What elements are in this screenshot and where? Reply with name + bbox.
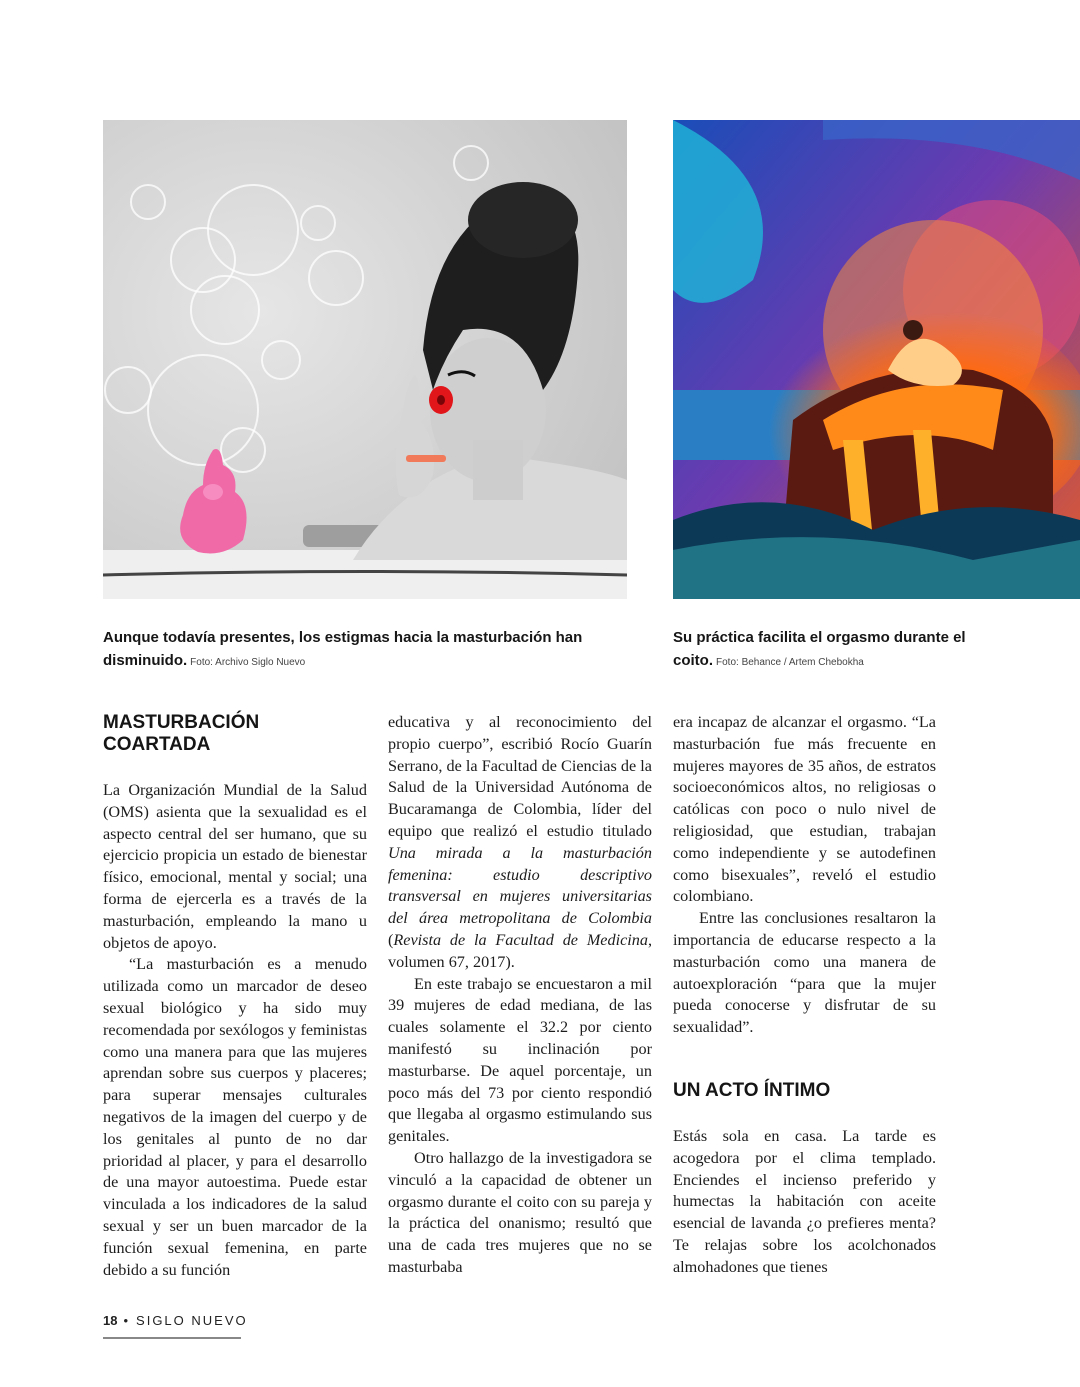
photo-caption-left	[103, 626, 623, 674]
photo-lava-painting	[673, 120, 1080, 599]
paragraph: En este trabajo se encuestaron a mil 39 mujeres de edad mediana, de las cuales solamente el 32.2 por ciento manifestó su inclinación por masturbarse. De aquel porcentaje, un poco más del 73 por ciento respondió que llegaba al orgasmo estimulando sus genitales.	[388, 974, 652, 1146]
caption-text: Aunque todavía presentes, los estigmas hacia la masturbación han disminuido.	[103, 629, 583, 669]
paragraph: La Organización Mundial de la Salud (OMS) asienta que la sexualidad es el aspecto central del ser humano, que su ejercicio propicia un estado de bienestar físico, emocional, mental y social; una forma de ejercerla es a través de la masturbación, empleando la mano u objetos de apoyo.	[103, 781, 367, 952]
caption-text: Su práctica facilita el orgasmo durante el coito.	[673, 629, 966, 669]
paragraph: Estás sola en casa. La tarde es acogedora por el clima templado. Enciendes el incienso preferido y humectas la habitación con aceite esencial de lavanda ¿o prefieres menta? Te relajas sobre los acolchonados almohadones que tienes	[673, 1126, 936, 1276]
photo-caption-right	[673, 626, 1003, 674]
page-number: 18	[103, 1313, 118, 1328]
paragraph: “La masturbación es a menudo utilizada como un marcador de deseo sexual biológico y ha sido muy recomendada por sexólogos y feministas como una manera para que las mujeres aprendan sobre sus cuerpos y placeres; para superar mensajes culturales negativos de la imagen del cuerpo y de los genitales al punto de no dar prioridad al placer, y para el desarrollo de una mayor autoestima. Puede estar vinculada a los indicadores de la salud sexual y ser un buen marcador de la función sexual femenina, en parte debido a su función	[103, 955, 367, 1279]
article-column-1	[103, 712, 367, 1281]
section-heading: UN ACTO ÍNTIMO	[673, 1079, 831, 1101]
footer-rule	[103, 1337, 241, 1339]
study-title: Una mirada a la masturbación femenina: estudio descriptivo transversal en mujeres universitarias del área metropolitana de Colombia	[388, 843, 652, 928]
paragraph: Otro hallazgo de la investigadora se vinculó a la capacidad de obtener un orgasmo durante el coito con su pareja y la práctica del onanismo; resultó que una de cada tres mujeres que no se masturbaba	[388, 1148, 652, 1276]
photo-credit: Foto: Archivo Siglo Nuevo	[190, 657, 306, 668]
page-footer	[103, 1313, 248, 1328]
article-column-2	[388, 712, 652, 1279]
photo-bubbles-bath	[103, 120, 627, 599]
paragraph: Entre las conclusiones resaltaron la importancia de educarse respecto a la masturbación como una manera de autoexploración “para que la mujer pueda conocerse y disfrutar de su sexualidad”.	[673, 909, 936, 1037]
publication-name: SIGLO NUEVO	[136, 1313, 248, 1328]
paragraph: educativa y al reconocimiento del propio cuerpo”, escribió Rocío Guarín Serrano, de la Facultad de Ciencias de la Salud de la Universidad Autónoma de Bucaramanga de Colombia, líder del equipo que realizó el estudio titulado Una mirada a la masturbación femenina: estudio descriptivo transversal en mujeres universitarias del área metropolitana de Colombia (Revista de la Facultad de Medicina, volumen 67, 2017).	[388, 713, 652, 971]
section-heading: MASTURBACIÓN COARTADA	[103, 712, 260, 755]
article-column-3	[673, 712, 936, 1279]
footer-separator: •	[123, 1313, 131, 1328]
journal-title: Revista de la Facultad de Medicina	[393, 930, 648, 949]
photo-credit: Foto: Behance / Artem Chebokha	[716, 657, 864, 668]
paragraph: era incapaz de alcanzar el orgasmo. “La masturbación fue más frecuente en mujeres mayores de 35 años, de estratos socioeconómicos altos, no religiosas o católicas con poco o nulo nivel de religiosidad, que estudian, trabajan como independiente y se autodefinen como bisexuales”, reveló el estudio colombiano.	[673, 713, 936, 906]
